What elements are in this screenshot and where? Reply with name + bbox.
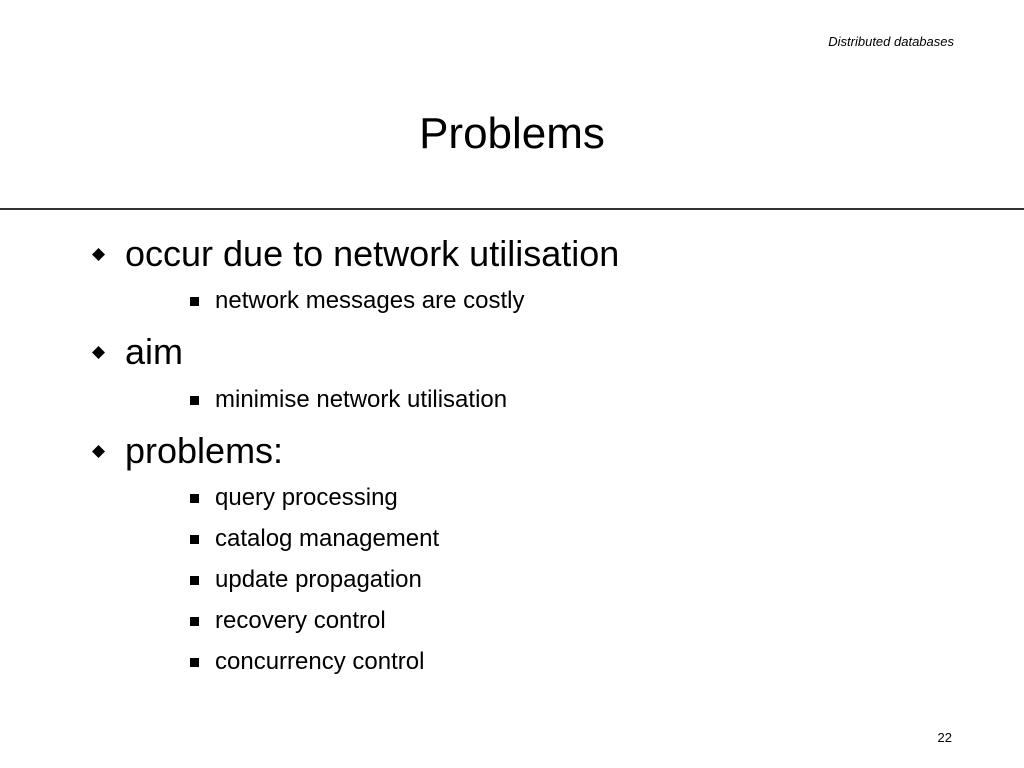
square-bullet-icon — [190, 494, 215, 503]
square-bullet-icon — [190, 297, 215, 306]
header-note: Distributed databases — [828, 34, 954, 49]
sub-bullet-item — [190, 565, 422, 595]
square-bullet-icon — [190, 617, 215, 626]
sub-bullet-item — [190, 606, 386, 636]
bullet-text: occur due to network utilisation — [125, 233, 620, 274]
slide-title: Problems — [419, 109, 605, 158]
sub-bullet-item — [190, 286, 524, 316]
square-bullet-icon — [190, 576, 215, 585]
square-bullet-icon — [190, 396, 215, 405]
bullet-item — [92, 232, 619, 276]
sub-bullet-text: update propagation — [215, 566, 422, 593]
sub-bullet-text: network messages are costly — [215, 287, 525, 314]
diamond-bullet-icon — [92, 346, 125, 359]
sub-bullet-text: minimise network utilisation — [215, 386, 508, 413]
sub-bullet-text: query processing — [215, 484, 398, 511]
sub-bullet-item — [190, 385, 507, 415]
square-bullet-icon — [190, 658, 215, 667]
sub-bullet-item — [190, 647, 424, 677]
diamond-bullet-icon — [92, 445, 125, 458]
bullet-item — [92, 429, 283, 473]
bullet-item — [92, 330, 183, 374]
page-number: 22 — [937, 730, 952, 745]
sub-bullet-text: concurrency control — [215, 648, 425, 675]
square-bullet-icon — [190, 535, 215, 544]
sub-bullet-text: catalog management — [215, 525, 440, 552]
sub-bullet-item — [190, 483, 398, 513]
diamond-bullet-icon — [92, 248, 125, 261]
sub-bullet-text: recovery control — [215, 607, 386, 634]
bullet-text: aim — [125, 331, 184, 372]
sub-bullet-item — [190, 524, 439, 554]
bullet-text: problems: — [125, 430, 284, 471]
